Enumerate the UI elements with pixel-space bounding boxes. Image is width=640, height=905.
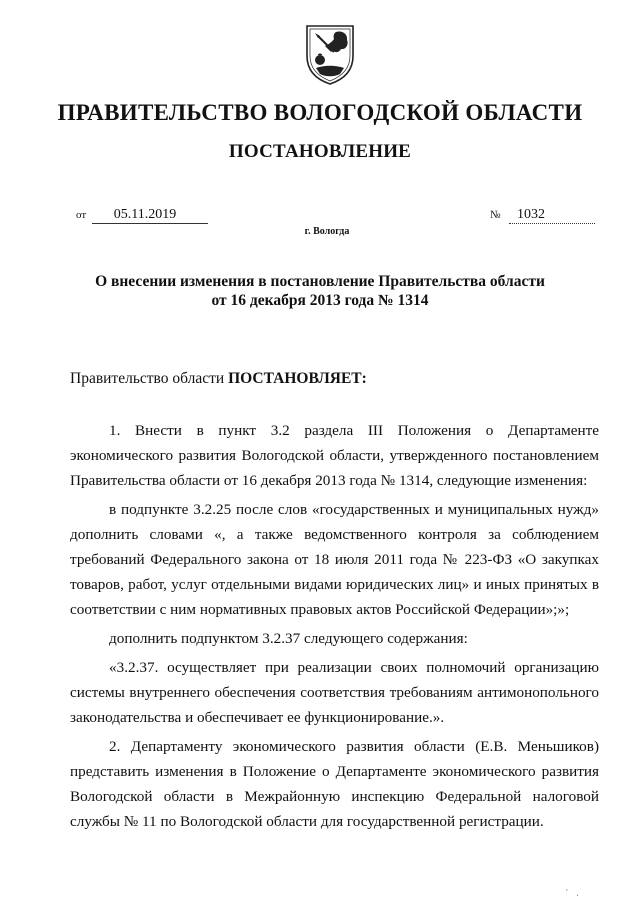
- document-meta: [0, 206, 640, 226]
- document-number: 1032: [509, 206, 595, 224]
- paragraph-4: «3.2.37. осуществляет при реализации своих полномочий организацию системы внутреннего обеспечения соответствия требованиям антимонопольного законодательства и обеспечивает ее функционирование.».: [70, 659, 599, 726]
- vologda-coat-of-arms-icon: [304, 22, 356, 86]
- document-body: [70, 418, 599, 838]
- date-label: от: [76, 209, 87, 221]
- preamble-decision: ПОСТАНОВЛЯЕТ:: [228, 370, 367, 387]
- city: г. Вологда: [304, 226, 350, 237]
- paragraph-1: 1. Внести в пункт 3.2 раздела III Положения о Департаменте экономического развития Вологодской области, утвержденного постановлением Правительства области от 16 декабря 2013 года № 1314, следующие изменения:: [70, 422, 599, 489]
- preamble-text: Правительство области: [70, 370, 229, 387]
- preamble: [70, 370, 367, 388]
- paragraph-3: дополнить подпунктом 3.2.37 следующего содержания:: [109, 630, 468, 647]
- number-label: №: [490, 209, 501, 221]
- heading-line-2: от 16 декабря 2013 года № 1314: [211, 292, 429, 309]
- footer-mark: ' .: [566, 888, 582, 899]
- document-date: 05.11.2019: [92, 206, 208, 224]
- document-heading: [0, 272, 640, 310]
- government-title: ПРАВИТЕЛЬСТВО ВОЛОГОДСКОЙ ОБЛАСТИ: [57, 100, 583, 125]
- document-type: ПОСТАНОВЛЕНИЕ: [228, 141, 412, 162]
- heading-line-1: О внесении изменения в постановление Правительства области: [95, 273, 545, 290]
- paragraph-2: в подпункте 3.2.25 после слов «государственных и муниципальных нужд» дополнить словами «, а также ведомственного контроля за соблюдением требований Федерального закона от 18 июля 2011 года № 223-ФЗ «О закупках товаров, работ, услуг отдельными видами юридических лиц» и иных принятых в соответствии с ним нормативных правовых актов Российской Федерации»;»;: [70, 501, 599, 618]
- paragraph-5: 2. Департаменту экономического развития области (Е.В. Меньшиков) представить изменения в Положение о Департаменте экономического развития Вологодской области в Межрайонную инспекцию Федеральной налоговой службы № 11 по Вологодской области для государственной регистрации.: [70, 738, 599, 830]
